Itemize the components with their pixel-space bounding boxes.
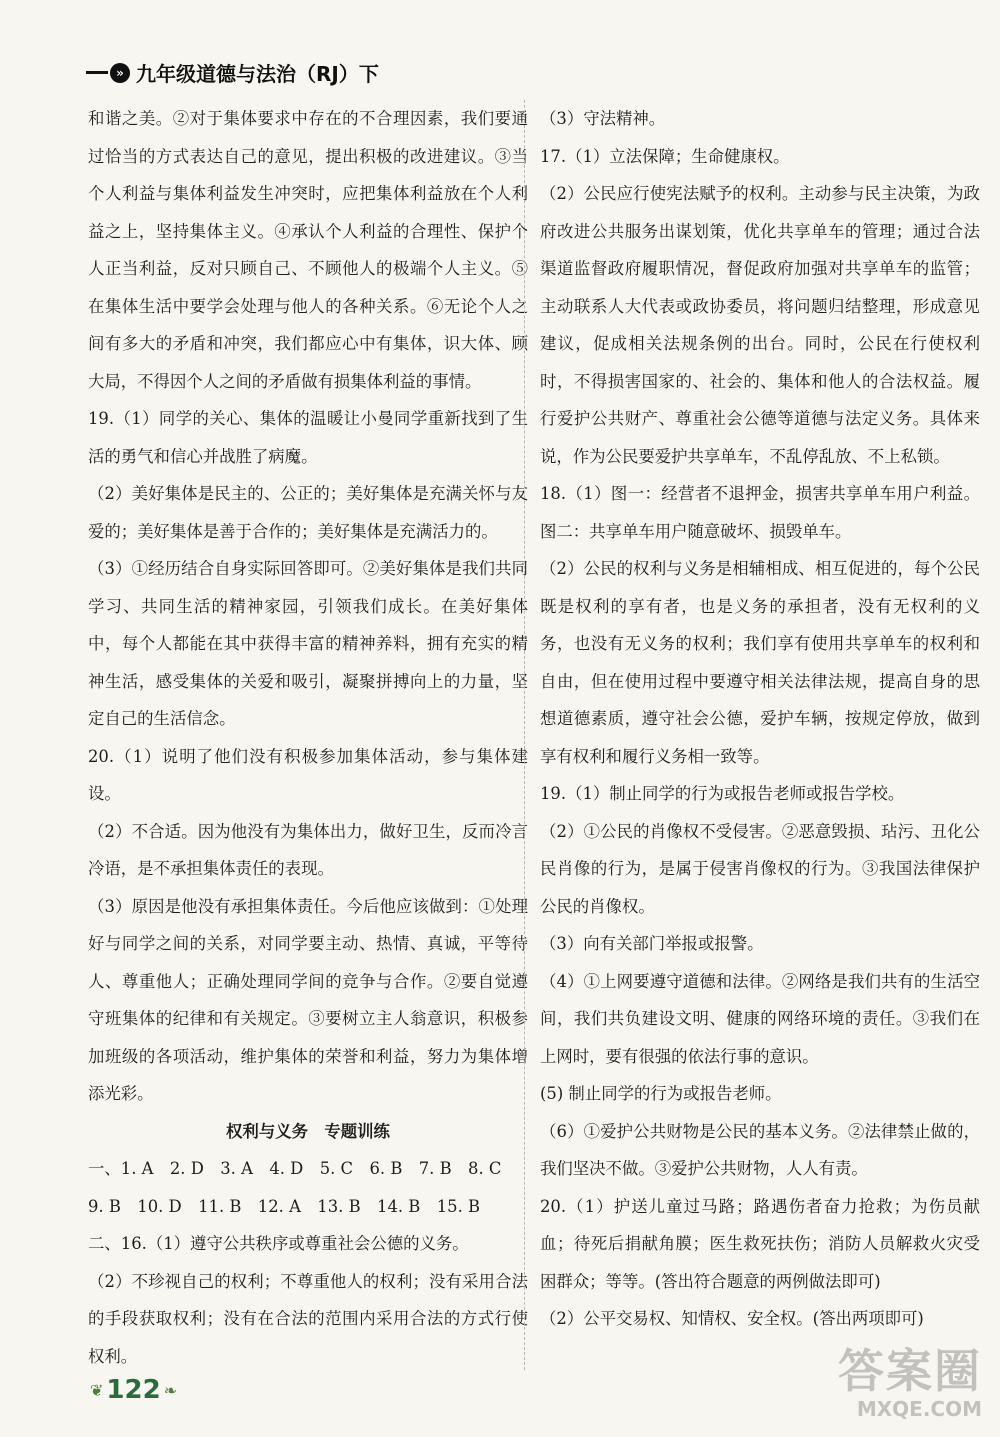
answer-paragraph: 19.（1）制止同学的行为或报告老师或报告学校。 bbox=[540, 784, 905, 803]
answer-paragraph: （3）①经历结合自身实际回答即可。②美好集体是我们共同学习、共同生活的精神家园，引领我们成长。在美好集体中，每个人都能在其中获得丰富的精神养料，拥有充实的精神生活，感受集体的关爱和吸引，凝聚拼搏向上的力量，坚定自己的生活信念。 bbox=[88, 559, 528, 728]
header-logo-icon: » bbox=[110, 63, 130, 83]
answer-paragraph: （2）不合适。因为他没有为集体出力，做好卫生，反而冷言冷语，是不承担集体责任的表现。 bbox=[88, 821, 528, 878]
column-divider bbox=[524, 100, 525, 1370]
answer-paragraph: （6）①爱护公共财物是公民的基本义务。②法律禁止做的，我们坚决不做。③爱护公共财物，人人有责。 bbox=[540, 1121, 980, 1178]
header-dash bbox=[86, 71, 108, 74]
left-column bbox=[88, 100, 528, 1375]
answer-paragraph: 17.（1）立法保障；生命健康权。 bbox=[540, 146, 790, 166]
answer-paragraph: （2）公民的权利与义务是相辅相成、相互促进的，每个公民既是权利的享有者，也是义务的承担者，没有无权利的义务，也没有无义务的权利；我们享有使用共享单车的权利和自由，但在使用过程中要遵守相关法律法规，提高自身的思想道德素质，遵守社会公德，爱护车辆，按规定停放，做到享有权利和履行义务相一致等。 bbox=[540, 559, 980, 766]
page-number: 122 bbox=[106, 1375, 161, 1405]
header-title: 九年级道德与法治（RJ）下 bbox=[136, 62, 379, 86]
answer-paragraph: （3）守法精神。 bbox=[540, 109, 666, 128]
answer-paragraph: 19.（1）同学的关心、集体的温暖让小曼同学重新找到了生活的勇气和信心并战胜了病魔。 bbox=[88, 409, 528, 466]
section-title: 权利与义务 专题训练 bbox=[226, 1121, 390, 1141]
leaf-left-icon: ❦ bbox=[90, 1380, 104, 1400]
watermark-brand: 答案圈 bbox=[838, 1344, 982, 1398]
answer-paragraph: （3）向有关部门举报或报警。 bbox=[540, 934, 764, 953]
page-header bbox=[86, 58, 379, 87]
answer-key-line: 一、1. A 2. D 3. A 4. D 5. C 6. B 7. B 8. C bbox=[88, 1159, 502, 1178]
answer-paragraph: 和谐之美。②对于集体要求中存在的不合理因素，我们要通过恰当的方式表达自己的意见，提出积极的改进建议。③当个人利益与集体利益发生冲突时，应把集体利益放在个人利益之上，坚持集体主义。④承认个人利益的合理性、保护个人正当利益，反对只顾自己、不顾他人的极端个人主义。⑤在集体生活中要学会处理与他人的各种关系。⑥无论个人之间有多大的矛盾和冲突，我们都应心中有集体，识大体、顾大局，不得因个人之间的矛盾做有损集体利益的事情。 bbox=[88, 109, 528, 391]
answer-paragraph: 18.（1）图一：经营者不退押金，损害共享单车用户利益。图二：共享单车用户随意破坏、损毁单车。 bbox=[540, 484, 980, 541]
answer-paragraph: （2）不珍视自己的权利；不尊重他人的权利；没有采用合法的手段获取权利；没有在合法的范围内采用合法的方式行使权利。 bbox=[88, 1271, 528, 1366]
right-column bbox=[540, 100, 980, 1338]
answer-paragraph: 二、16.（1）遵守公共秩序或尊重社会公德的义务。 bbox=[88, 1234, 469, 1253]
answer-paragraph: （4）①上网要遵守道德和法律。②网络是我们共有的生活空间，我们共负建设文明、健康的网络环境的责任。③我们在上网时，要有很强的依法行事的意识。 bbox=[540, 971, 980, 1066]
answer-paragraph: （2）美好集体是民主的、公正的；美好集体是充满关怀与友爱的；美好集体是善于合作的；美好集体是充满活力的。 bbox=[88, 484, 528, 541]
answer-paragraph: (5) 制止同学的行为或报告老师。 bbox=[540, 1084, 782, 1103]
answer-paragraph: 20.（1）护送儿童过马路；路遇伤者奋力抢救；为伤员献血；待死后捐献角膜；医生救死扶伤；消防人员解救火灾受困群众；等等。(答出符合题意的两例做法即可) bbox=[540, 1196, 980, 1291]
watermark-url: MXQE.COM bbox=[856, 1397, 982, 1421]
answer-paragraph: （3）原因是他没有承担集体责任。今后他应该做到：①处理好与同学之间的关系，对同学要主动、热情、真诚，平等待人、尊重他人；正确处理同学间的竞争与合作。②要自觉遵守班集体的纪律和有关规定。③要树立主人翁意识，积极参加班级的各项活动，维护集体的荣誉和利益，努力为集体增添光彩。 bbox=[88, 896, 528, 1103]
leaf-right-icon: ❧ bbox=[163, 1380, 178, 1400]
answer-paragraph: （2）①公民的肖像权不受侵害。②恶意毁损、玷污、丑化公民肖像的行为，是属于侵害肖像权的行为。③我国法律保护公民的肖像权。 bbox=[540, 821, 980, 916]
answer-paragraph: 20.（1）说明了他们没有积极参加集体活动，参与集体建设。 bbox=[88, 746, 528, 803]
answer-key-line: 9. B 10. D 11. B 12. A 13. B 14. B 15. B bbox=[88, 1196, 481, 1216]
answer-paragraph: （2）公民应行使宪法赋予的权利。主动参与民主决策，为政府改进公共服务出谋划策，优化共享单车的管理；通过合法渠道监督政府履职情况，督促政府加强对共享单车的监管；主动联系人大代表或政协委员，将问题归结整理，形成意见建议，促成相关法规条例的出台。同时，公民在行使权利时，不得损害国家的、社会的、集体和他人的合法权益。履行爱护公共财产、尊重社会公德等道德与法定义务。具体来说，作为公民要爱护共享单车，不乱停乱放、不上私锁。 bbox=[540, 184, 980, 466]
page-footer bbox=[90, 1375, 177, 1405]
watermark bbox=[772, 1345, 982, 1431]
answer-paragraph: （2）公平交易权、知情权、安全权。(答出两项即可) bbox=[540, 1309, 924, 1328]
